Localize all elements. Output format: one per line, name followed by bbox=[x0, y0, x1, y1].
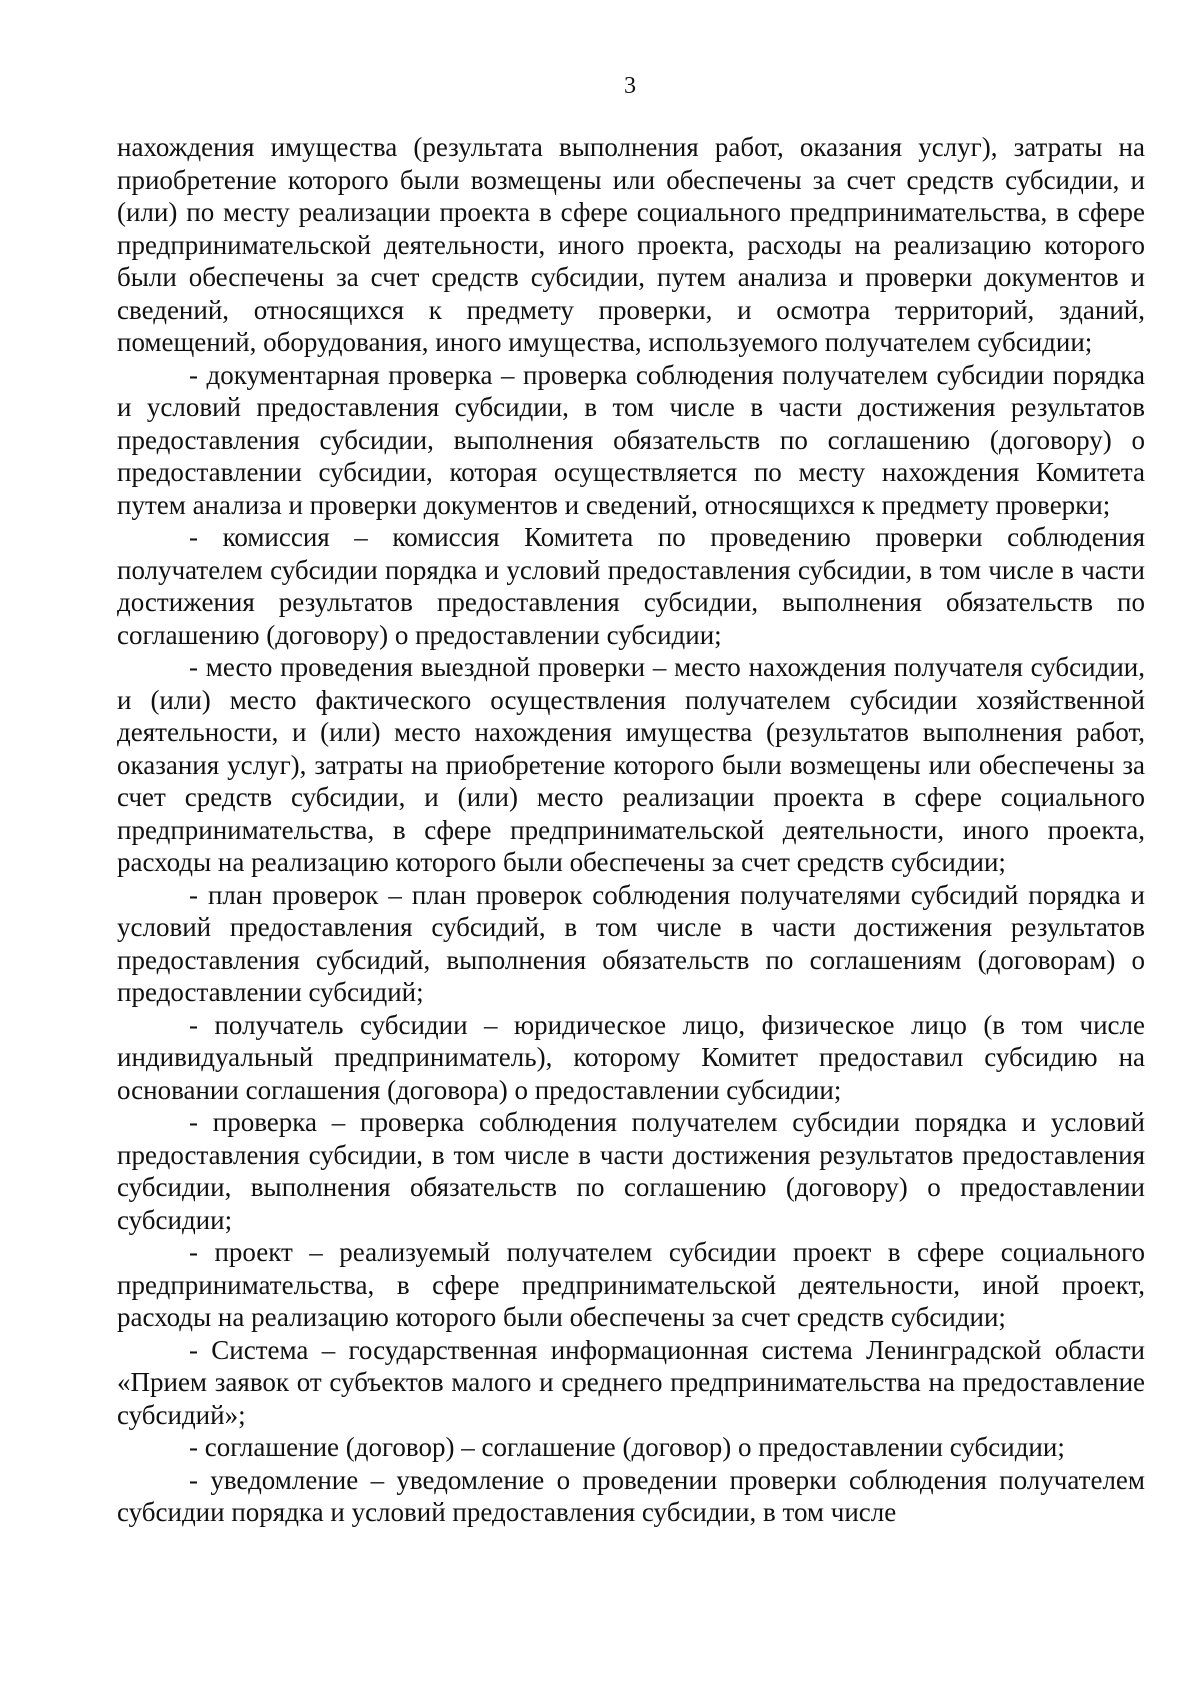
definition-check-plan: - план проверок – план проверок соблюдения получателями субсидий порядка и условий предоставления субсидий, в том числе в части достижения результатов предоставления субсидий, выполнения обязательств по соглашениям (договорам) о предоставлении субсидий; bbox=[117, 879, 1145, 1007]
definition-check: - проверка – проверка соблюдения получателем субсидии порядка и условий предоставления субсидии, в том числе в части достижения результатов предоставления субсидии, выполнения обязательств по соглашению (договору) о предоставлении субсидии; bbox=[117, 1107, 1145, 1235]
document-body bbox=[117, 131, 1145, 1529]
definition-system: - Система – государственная информационная система Ленинградской области «Прием заявок от субъектов малого и среднего предпринимательства на предоставление субсидий»; bbox=[117, 1334, 1145, 1430]
paragraph-continuation: нахождения имущества (результата выполнения работ, оказания услуг), затраты на приобретение которого были возмещены или обеспечены за счет средств субсидии, и (или) по месту реализации проекта в сфере социального предпринимательства, в сфере предпринимательской деятельности, иного проекта, расходы на реализацию которого были обеспечены за счет средств субсидии, путем анализа и проверки документов и сведений, относящихся к предмету проверки, и осмотра территорий, зданий, помещений, оборудования, иного имущества, используемого получателем субсидии; bbox=[117, 132, 1145, 357]
definition-subsidy-recipient: - получатель субсидии – юридическое лицо, физическое лицо (в том числе индивидуальный предприниматель), которому Комитет предоставил субсидию на основании соглашения (договора) о предоставлении субсидии; bbox=[117, 1009, 1145, 1105]
definition-project: - проект – реализуемый получателем субсидии проект в сфере социального предпринимательства, в сфере предпринимательской деятельности, иной проект, расходы на реализацию которого были обеспечены за счет средств субсидии; bbox=[117, 1237, 1145, 1332]
definition-onsite-check-location: - место проведения выездной проверки – место нахождения получателя субсидии, и (или) место фактического осуществления получателем субсидии хозяйственной деятельности, и (или) место нахождения имущества (результатов выполнения работ, оказания услуг), затраты на приобретение которого были возмещены или обеспечены за счет средств субсидии, и (или) место реализации проекта в сфере социального предпринимательства, в сфере предпринимательской деятельности, иного проекта, расходы на реализацию которого были обеспечены за счет средств субсидии; bbox=[117, 652, 1145, 877]
definition-notification: - уведомление – уведомление о проведении проверки соблюдения получателем субсидии порядка и условий предоставления субсидии, в том числе bbox=[117, 1464, 1145, 1527]
definition-documentary-check: - документарная проверка – проверка соблюдения получателем субсидии порядка и условий предоставления субсидии, в том числе в части достижения результатов предоставления субсидии, выполнения обязательств по соглашению (договору) о предоставлении субсидии, которая осуществляется по месту нахождения Комитета путем анализа и проверки документов и сведений, относящихся к предмету проверки; bbox=[117, 359, 1145, 520]
page-number: 3 bbox=[624, 73, 636, 99]
definition-agreement: - соглашение (договор) – соглашение (договор) о предоставлении субсидии; bbox=[189, 1432, 1065, 1462]
definition-commission: - комиссия – комиссия Комитета по проведению проверки соблюдения получателем субсидии порядка и условий предоставления субсидии, в том числе в части достижения результатов предоставления субсидии, выполнения обязательств по соглашению (договору) о предоставлении субсидии; bbox=[117, 522, 1145, 650]
